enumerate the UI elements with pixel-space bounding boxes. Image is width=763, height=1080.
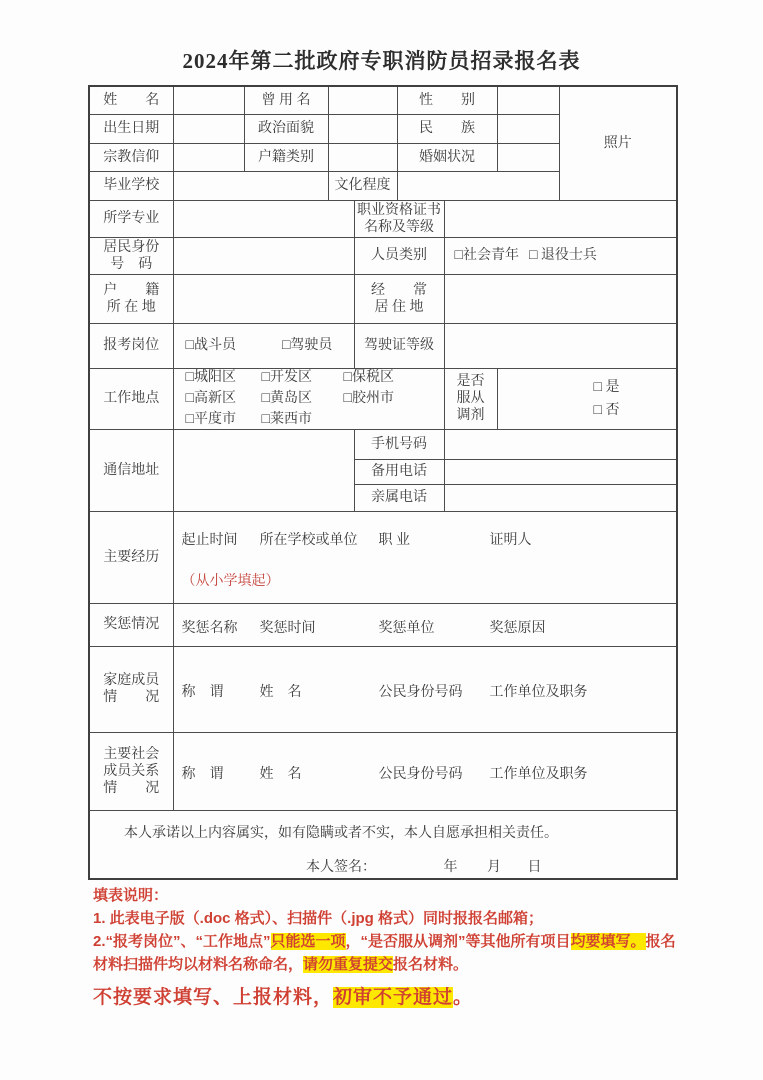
social-header-work: 工作单位及职务: [489, 767, 588, 782]
household-type-value-cell: [328, 143, 397, 171]
row-rewards: [89, 603, 677, 646]
personnel-type-label: 人员类别: [354, 237, 444, 274]
checkbox-baoshuiqu: □保税区: [343, 370, 394, 385]
row-id-number: [89, 237, 677, 274]
checkbox-gaoxinqu: □高新区: [185, 391, 236, 406]
checkbox-pingdu: □平度市: [185, 412, 236, 427]
signature-line: [90, 859, 676, 876]
experience-header-period: 起止时间: [181, 532, 238, 548]
instruction-line-1: 1. 此表电子版（.doc 格式）、扫描件（.jpg 格式）同时报报名邮箱；: [93, 910, 544, 927]
license-level-label: 驾驶证等级: [354, 323, 444, 368]
marital-status-label: 婚姻状况: [397, 143, 497, 171]
household-location-value-cell: [173, 274, 354, 323]
filling-instructions: [93, 884, 679, 1011]
household-type-label: 户籍类别: [244, 143, 328, 171]
date-year-label: 年: [443, 859, 458, 875]
gender-value-cell: [497, 86, 559, 114]
adjustment-options: [497, 368, 677, 429]
social-header-relation: 称 谓: [181, 767, 224, 782]
row-family: [89, 646, 677, 732]
checkbox-jiaozhou: □胶州市: [343, 391, 394, 406]
row-address-mobile: [89, 429, 677, 459]
photo-cell: 照片: [559, 86, 677, 200]
former-name-label: 曾 用 名: [244, 86, 328, 114]
religion-label: 宗教信仰: [89, 143, 173, 171]
ethnicity-value-cell: [497, 114, 559, 143]
household-location-label: 户 籍 所 在 地: [89, 274, 173, 323]
pledge-cell: [89, 810, 677, 879]
signature-label: 本人签名：: [306, 859, 376, 875]
family-header-id: 公民身份号码: [378, 685, 463, 700]
relative-phone-label: 亲属电话: [354, 484, 444, 511]
name-label: 姓 名: [89, 86, 173, 114]
marital-status-value-cell: [497, 143, 559, 171]
experience-label: 主要经历: [89, 511, 173, 603]
row-name: [89, 86, 677, 114]
experience-header-occupation: 职 业: [378, 532, 410, 548]
mobile-value-cell: [444, 429, 677, 459]
row-work-location: [89, 368, 677, 429]
row-position: [89, 323, 677, 368]
political-status-label: 政治面貌: [244, 114, 328, 143]
political-status-value-cell: [328, 114, 397, 143]
work-location-options: [173, 368, 444, 429]
certificate-label: 职业资格证书 名称及等级: [354, 200, 444, 237]
rewards-header-reason: 奖惩原因: [489, 620, 546, 636]
personnel-type-options: [444, 237, 677, 274]
social-header-id: 公民身份号码: [378, 767, 463, 782]
residence-value-cell: [444, 274, 677, 323]
family-content: [173, 646, 677, 732]
family-header-work: 工作单位及职务: [489, 685, 588, 700]
checkbox-driver: □驾驶员: [281, 338, 333, 353]
row-major: [89, 200, 677, 237]
birth-date-label: 出生日期: [89, 114, 173, 143]
family-header-name: 姓 名: [259, 685, 302, 700]
checkbox-kaifaqu: □开发区: [261, 370, 312, 385]
relative-phone-value-cell: [444, 484, 677, 511]
rewards-header-name: 奖惩名称: [181, 620, 238, 636]
checkbox-combatant: □战斗员: [185, 338, 236, 353]
instructions-heading: 填表说明：: [93, 887, 169, 904]
name-value-cell: [173, 86, 244, 114]
major-label: 所学专业: [89, 200, 173, 237]
certificate-value-cell: [444, 200, 677, 237]
birth-date-value-cell: [173, 114, 244, 143]
date-day-label: 日: [527, 859, 542, 875]
application-form-table: [88, 85, 678, 880]
checkbox-social-youth: □社会青年: [454, 248, 519, 263]
education-level-label: 文化程度: [328, 171, 397, 200]
ethnicity-label: 民 族: [397, 114, 497, 143]
address-value-cell: [173, 429, 354, 511]
checkbox-huangdao: □黄岛区: [261, 391, 312, 406]
id-number-label: 居民身份 号 码: [89, 237, 173, 274]
row-household-location: [89, 274, 677, 323]
social-content: [173, 732, 677, 810]
id-number-value-cell: [173, 237, 354, 274]
former-name-value-cell: [328, 86, 397, 114]
social-label: 主要社会 成员关系 情 况: [89, 732, 173, 810]
instruction-line-2: 2.“报考岗位”、“工作地点”只能选一项，“是否服从调剂”等其他所有项目均要填写。报名材料扫描件均以材料名称命名，请勿重复提交报名材料。: [93, 933, 676, 973]
gender-label: 性 别: [397, 86, 497, 114]
position-label: 报考岗位: [89, 323, 173, 368]
position-options: [173, 323, 354, 368]
date-month-label: 月: [487, 859, 501, 875]
checkbox-veteran: □ 退役士兵: [528, 248, 597, 263]
social-header-name: 姓 名: [259, 767, 302, 782]
checkbox-yes: □ 是: [593, 379, 620, 395]
school-value-cell: [173, 171, 328, 200]
row-experience: [89, 511, 677, 603]
form-title: 2024年第二批政府专职消防员招录报名表: [182, 49, 581, 73]
backup-phone-label: 备用电话: [354, 459, 444, 484]
experience-header-school: 所在学校或单位: [259, 532, 358, 548]
family-header-relation: 称 谓: [181, 685, 224, 700]
adjustment-label: 是否 服从 调剂: [444, 368, 497, 429]
work-location-label: 工作地点: [89, 368, 173, 429]
experience-note: （从小学填起）: [181, 573, 280, 589]
checkbox-chengyang: □城阳区: [185, 370, 236, 385]
education-level-value-cell: [397, 171, 559, 200]
rewards-label: 奖惩情况: [89, 603, 173, 646]
checkbox-no: □ 否: [593, 402, 620, 418]
school-label: 毕业学校: [89, 171, 173, 200]
religion-value-cell: [173, 143, 244, 171]
rewards-content: [173, 603, 677, 646]
row-social: [89, 732, 677, 810]
backup-phone-value-cell: [444, 459, 677, 484]
address-label: 通信地址: [89, 429, 173, 511]
rewards-header-time: 奖惩时间: [259, 620, 316, 636]
checkbox-laixi: □莱西市: [261, 412, 312, 427]
residence-label: 经 常 居 住 地: [354, 274, 444, 323]
experience-content: [173, 511, 677, 603]
mobile-label: 手机号码: [354, 429, 444, 459]
rewards-header-unit: 奖惩单位: [378, 620, 435, 636]
row-pledge: [89, 810, 677, 879]
warning-line: 不按要求填写、上报材料，初审不予通过。: [93, 987, 474, 1008]
experience-header-reference: 证明人: [489, 532, 532, 548]
license-level-value-cell: [444, 323, 677, 368]
pledge-text: 本人承诺以上内容属实，如有隐瞒或者不实，本人自愿承担相关责任。: [124, 825, 558, 841]
major-value-cell: [173, 200, 354, 237]
family-label: 家庭成员 情 况: [89, 646, 173, 732]
